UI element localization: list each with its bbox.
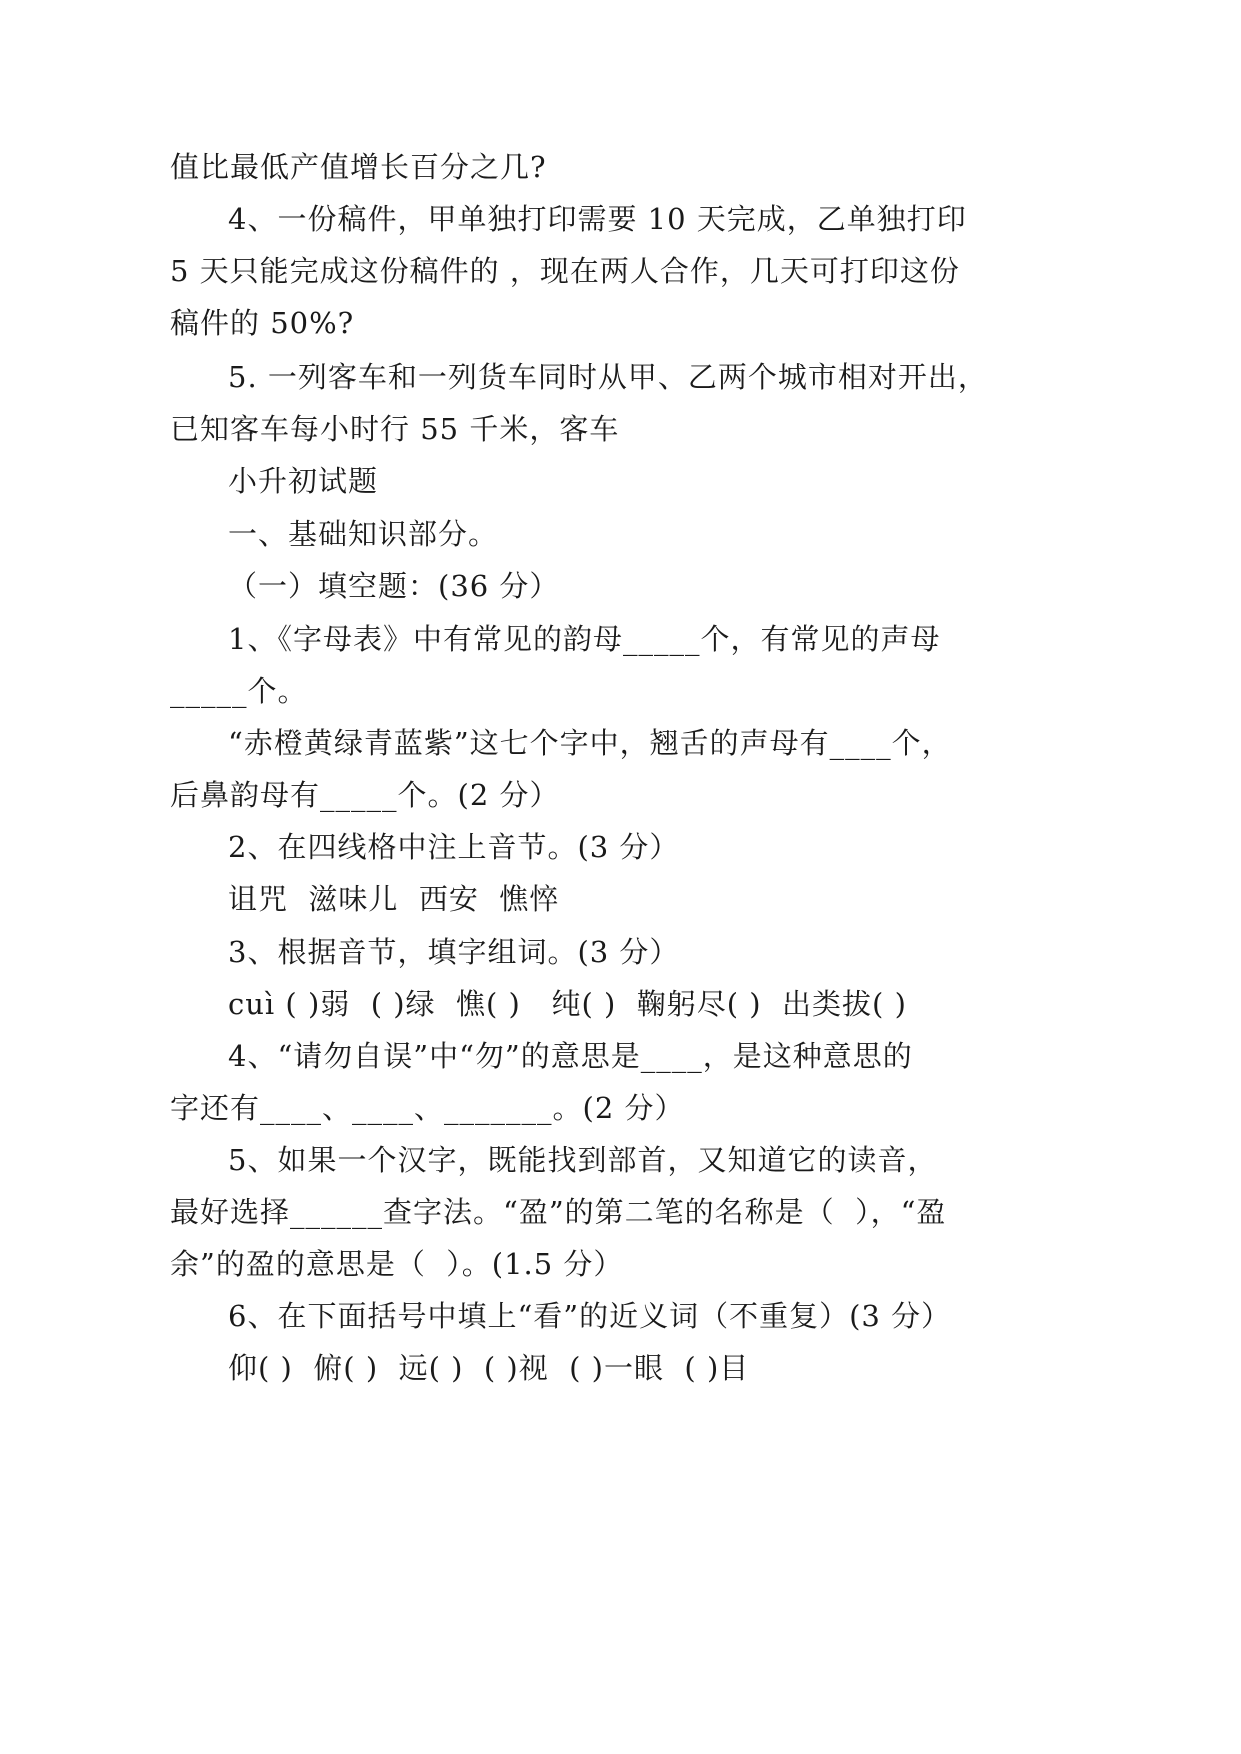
item-5-line-3: 余”的盈的意思是（ ）。(1.5 分） xyxy=(170,1247,624,1281)
item-1-line-2: _____个。 xyxy=(170,674,308,708)
text-line-1: 值比最低产值增长百分之几? xyxy=(170,150,547,184)
item-6-blanks: 仰( ) 俯( ) 远( ) ( )视 ( )一眼 ( )目 xyxy=(228,1351,750,1385)
question-5-line-1: 5. 一列客车和一列货车同时从甲、乙两个城市相对开出， xyxy=(228,360,988,394)
item-5-line-2: 最好选择______查字法。“盈”的第二笔的名称是（ ），“盈 xyxy=(170,1195,947,1229)
item-3-blanks: cuì ( )弱 ( )绿 憔( ) 纯( ) 鞠躬尽( ) 出类拔( ) xyxy=(228,987,907,1021)
item-6: 6、在下面括号中填上“看”的近义词（不重复）(3 分） xyxy=(228,1299,952,1333)
question-4-line-1: 4、一份稿件，甲单独打印需要 10 天完成，乙单独打印 xyxy=(228,202,967,236)
item-3: 3、根据音节，填字组词。(3 分） xyxy=(228,935,680,969)
item-1-line-1: 1、《字母表》中有常见的韵母_____个，有常见的声母 xyxy=(228,622,941,656)
question-4-line-3: 稿件的 50%? xyxy=(170,306,355,340)
exam-title: 小升初试题 xyxy=(228,464,379,498)
item-5-line-1: 5、如果一个汉字，既能找到部首，又知道它的读音， xyxy=(228,1143,938,1177)
item-2-words: 诅咒 滋味儿 西安 憔悴 xyxy=(228,882,560,916)
question-5-line-2: 已知客车每小时行 55 千米，客车 xyxy=(170,412,620,446)
subsection-heading: （一）填空题：(36 分） xyxy=(228,569,560,603)
question-4-line-2: 5 天只能完成这份稿件的 ，现在两人合作，几天可打印这份 xyxy=(170,254,960,288)
item-1-line-3: “赤橙黄绿青蓝紫”这七个字中，翘舌的声母有____个， xyxy=(228,726,952,760)
item-1-line-4: 后鼻韵母有_____个。(2 分） xyxy=(170,778,560,812)
item-2: 2、在四线格中注上音节。(3 分） xyxy=(228,830,680,864)
item-4-line-1: 4、“请勿自误”中“勿”的意思是____，是这种意思的 xyxy=(228,1039,913,1073)
section-heading: 一、基础知识部分。 xyxy=(228,517,499,551)
item-4-line-2: 字还有____、____、_______。(2 分） xyxy=(170,1091,685,1125)
